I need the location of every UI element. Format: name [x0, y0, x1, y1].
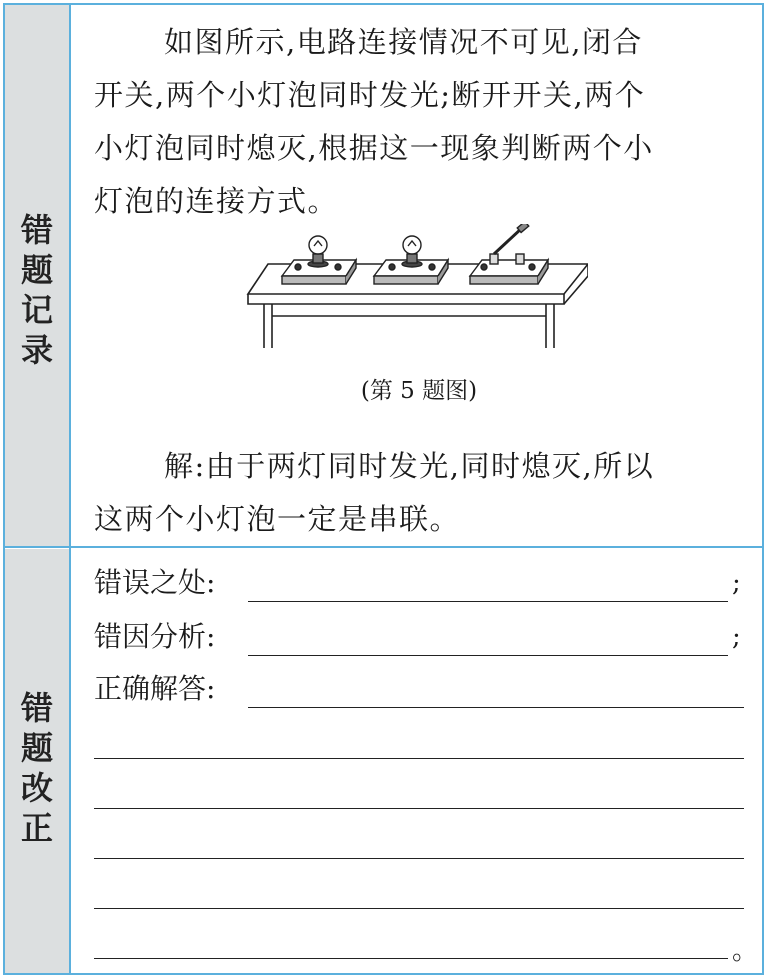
- question-text: [94, 16, 746, 228]
- solution-line: 解:由于两灯同时发光,同时熄灭,所以: [164, 449, 655, 483]
- error-cause-blank[interactable]: [248, 655, 728, 656]
- bulb-2: [374, 236, 448, 284]
- error-cause-label: 错因分析:: [94, 620, 216, 653]
- question-line: 开关,两个小灯泡同时发光;断开开关,两个: [94, 78, 646, 112]
- correct-answer-label: 正确解答:: [94, 672, 216, 705]
- correction-section-label: [5, 688, 69, 848]
- answer-blank-line[interactable]: [94, 858, 744, 859]
- column-divider: [69, 5, 71, 973]
- answer-blank-line[interactable]: [94, 758, 744, 759]
- solution-line: 这两个小灯泡一定是串联。: [94, 502, 461, 536]
- answer-blank-line[interactable]: [94, 958, 728, 959]
- label-char: 录: [20, 331, 53, 369]
- question-line: 灯泡的连接方式。: [94, 184, 339, 218]
- error-location-label: 错误之处:: [94, 566, 216, 599]
- label-char: 题: [20, 251, 53, 289]
- circuit-figure: [246, 224, 588, 348]
- record-section-label: [5, 210, 69, 370]
- question-line: 小灯泡同时熄灭,根据这一现象判断两个小: [94, 131, 654, 165]
- error-location-blank[interactable]: [248, 601, 728, 602]
- error-location-end: ;: [732, 568, 741, 598]
- label-char: 错: [20, 689, 53, 727]
- error-cause-end: ;: [732, 622, 741, 652]
- answer-blank-line[interactable]: [94, 808, 744, 809]
- answer-blank-line[interactable]: [94, 908, 744, 909]
- answer-blank-line[interactable]: [248, 707, 744, 708]
- label-char: 题: [20, 729, 53, 767]
- knife-switch: [470, 224, 548, 284]
- solution-text: [94, 440, 746, 546]
- label-char: 记: [20, 291, 53, 329]
- bulb-1: [282, 236, 356, 284]
- label-char: 错: [20, 211, 53, 249]
- question-line: 如图所示,电路连接情况不可见,闭合: [164, 25, 643, 59]
- section-divider: [5, 546, 762, 548]
- label-char: 改: [20, 769, 53, 807]
- answer-end: 。: [732, 936, 759, 966]
- label-char: 正: [20, 809, 53, 847]
- figure-caption: (第 5 题图): [360, 378, 478, 404]
